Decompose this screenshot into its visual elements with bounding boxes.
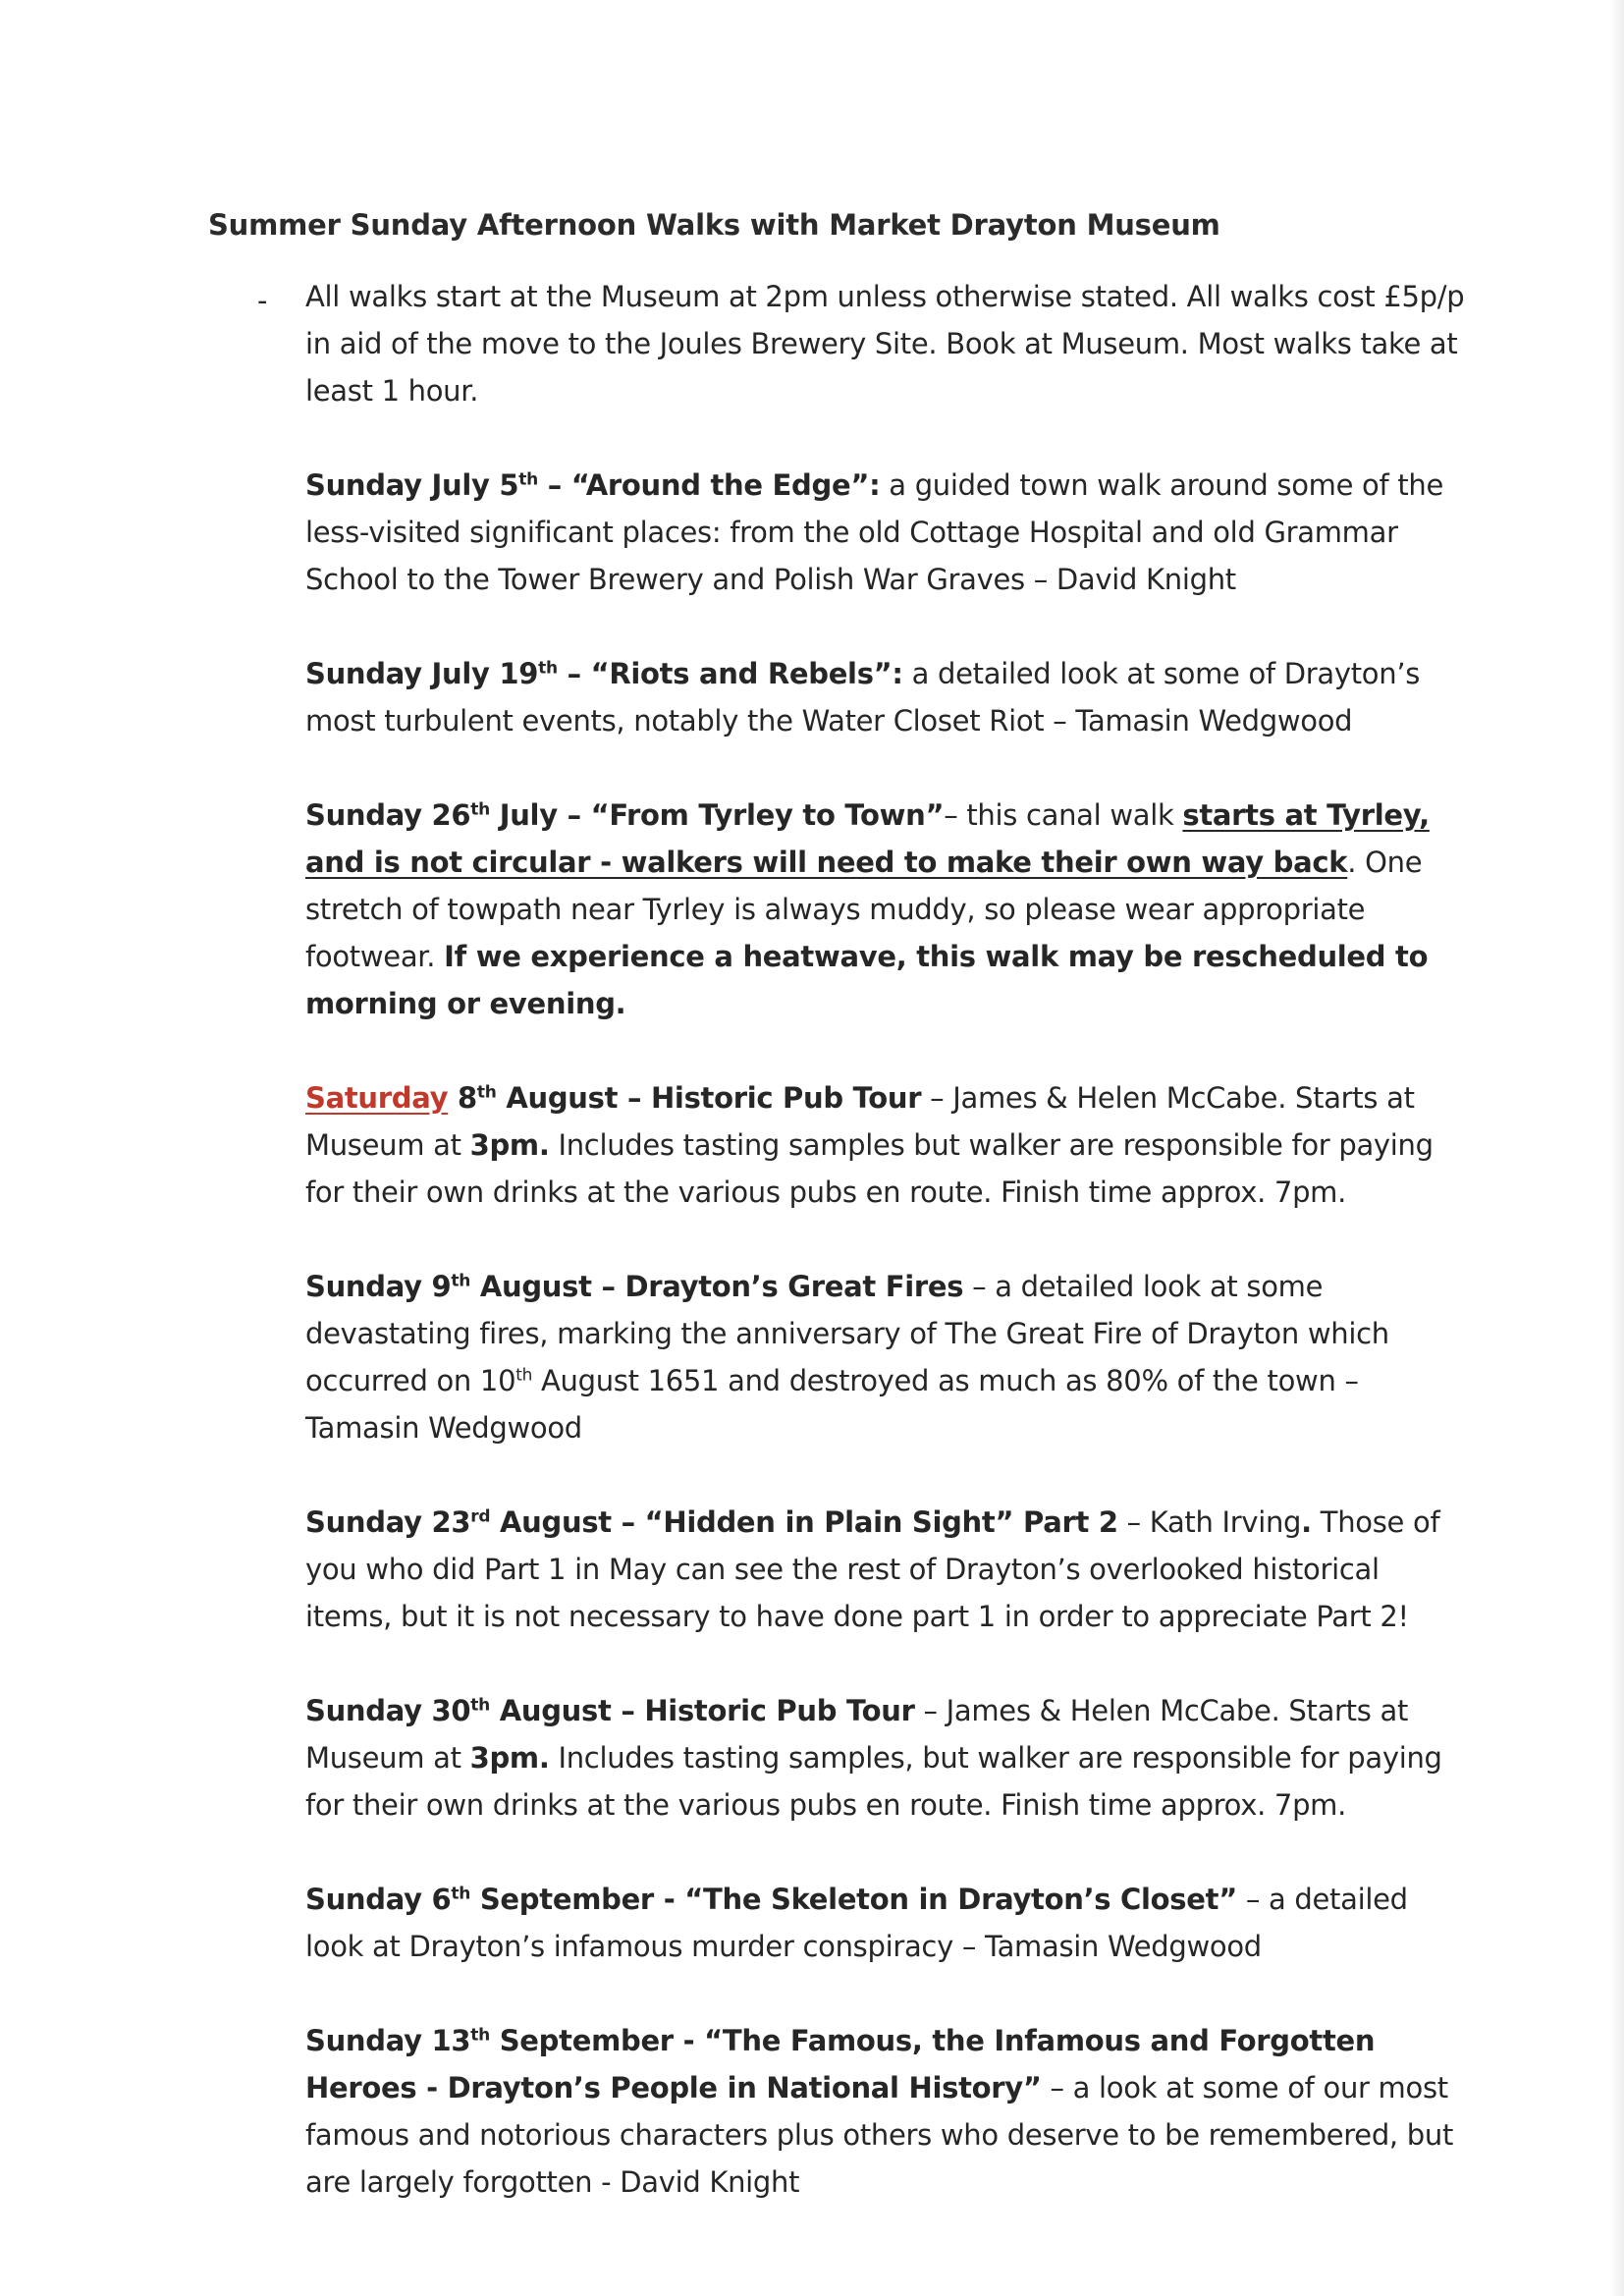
date-suffix: th bbox=[538, 658, 558, 679]
walk-date: Sunday 30 bbox=[305, 1694, 471, 1727]
walk-riots-and-rebels bbox=[305, 650, 1474, 744]
walk-pub-tour-august-8 bbox=[305, 1074, 1474, 1216]
walk-date: Sunday 26 bbox=[305, 798, 471, 832]
date-suffix: th bbox=[515, 1365, 533, 1386]
walk-description: – a look at some of our most famous and notorious characters plus others who deserve to be remembered, but are largely forgotten - David Knight bbox=[305, 2071, 1454, 2199]
walk-description: – a detailed look at Drayton’s infamous murder conspiracy – Tamasin Wedgwood bbox=[305, 1883, 1408, 1963]
walk-pub-tour-august-30 bbox=[305, 1687, 1474, 1829]
walk-heading: – “Riots and Rebels”: bbox=[557, 657, 903, 690]
walk-description-cont: August 1651 and destroyed as much as 80% of the town – Tamasin Wedgwood bbox=[305, 1364, 1359, 1445]
walk-description: a guided town walk around some of the less-visited significant places: from the old Cottage Hospital and old Grammar School to the Tower Brewery and Polish War Graves – David Knight bbox=[305, 468, 1444, 596]
walk-tyrley-to-town bbox=[305, 792, 1474, 1027]
date-suffix: th bbox=[518, 469, 538, 490]
walk-around-the-edge bbox=[305, 462, 1474, 603]
walk-date: Sunday July 19 bbox=[305, 657, 539, 690]
document-title: Summer Sunday Afternoon Walks with Market Drayton Museum bbox=[208, 208, 1220, 242]
walk-heatwave-notice: If we experience a heatwave, this walk may be rescheduled to morning or evening. bbox=[305, 940, 1429, 1020]
walks-list bbox=[305, 273, 1474, 2253]
walk-date: Sunday 9 bbox=[305, 1270, 452, 1303]
walk-date: Sunday July 5 bbox=[305, 468, 519, 502]
walk-heading: August – “Hidden in Plain Sight” Part 2 bbox=[490, 1505, 1118, 1539]
walk-date: Sunday 6 bbox=[305, 1883, 452, 1916]
walk-start-time: 3pm. bbox=[469, 1128, 550, 1162]
walk-heading: September - “The Famous, the Infamous and Forgotten Heroes - Drayton’s People in National History” bbox=[305, 2024, 1376, 2105]
walk-heading: August – Historic Pub Tour bbox=[496, 1081, 922, 1115]
page-edge-shadow bbox=[1610, 0, 1624, 2296]
walk-date: Sunday 13 bbox=[305, 2024, 471, 2057]
walk-date: 8 bbox=[448, 1081, 477, 1115]
date-suffix: th bbox=[470, 799, 490, 820]
date-suffix: th bbox=[470, 1695, 490, 1716]
date-suffix: th bbox=[476, 1082, 497, 1103]
walk-heading: September - “The Skeleton in Drayton’s Closet” bbox=[470, 1883, 1237, 1916]
walk-heading: August – Historic Pub Tour bbox=[489, 1694, 915, 1727]
walk-famous-infamous-forgotten bbox=[305, 2017, 1474, 2206]
walk-description-cont: Includes tasting samples but walker are responsible for paying for their own drinks at the various pubs en route. Finish time approx. 7pm. bbox=[305, 1128, 1434, 1209]
intro-paragraph: All walks start at the Museum at 2pm unless otherwise stated. All walks cost £5p/p in aid of the move to the Joules Brewery Site. Book at Museum. Most walks take at least 1 hour. bbox=[305, 280, 1465, 408]
walk-description: – Kath Irving bbox=[1117, 1505, 1302, 1539]
walk-date: Sunday 23 bbox=[305, 1505, 471, 1539]
walk-description-cont: Those of you who did Part 1 in May can see the rest of Drayton’s overlooked historical items, but it is not necessary to have done part 1 in order to appreciate Part 2! bbox=[305, 1505, 1440, 1633]
walk-description: – James & Helen McCabe. Starts at Museum at bbox=[305, 1081, 1415, 1162]
walk-description-cont: Includes tasting samples, but walker are responsible for paying for their own drinks at the various pubs en route. Finish time approx. 7pm. bbox=[305, 1741, 1442, 1822]
walk-description: – a detailed look at some devastating fires, marking the anniversary of The Great Fire of Drayton which occurred on 10 bbox=[305, 1270, 1389, 1397]
walk-notice-underlined: starts at Tyrley, and is not circular - walkers will need to make their own way back bbox=[305, 798, 1430, 879]
list-bullet: - bbox=[257, 284, 268, 317]
walk-heading: – “Around the Edge”: bbox=[537, 468, 881, 502]
date-suffix: th bbox=[451, 1271, 471, 1291]
walk-heading: July – “From Tyrley to Town” bbox=[489, 798, 945, 832]
walk-description: – James & Helen McCabe. Starts at Museum at bbox=[305, 1694, 1409, 1775]
walk-hidden-in-plain-sight bbox=[305, 1499, 1474, 1640]
walk-day-highlight: Saturday bbox=[305, 1081, 449, 1115]
walk-description: a detailed look at some of Drayton’s most turbulent events, notably the Water Closet Riot – Tamasin Wedgwood bbox=[305, 657, 1421, 738]
walk-heading: August – Drayton’s Great Fires bbox=[470, 1270, 964, 1303]
walk-skeleton-in-closet bbox=[305, 1876, 1474, 1970]
walk-period: . bbox=[1301, 1505, 1312, 1539]
date-suffix: th bbox=[470, 2025, 490, 2046]
walk-description: – this canal walk bbox=[944, 798, 1183, 832]
date-suffix: rd bbox=[470, 1506, 491, 1527]
walk-great-fires bbox=[305, 1263, 1474, 1451]
walk-description-cont: . One stretch of towpath near Tyrley is always muddy, so please wear appropriate footwear. bbox=[305, 846, 1423, 973]
walk-start-time: 3pm. bbox=[469, 1741, 550, 1775]
date-suffix: th bbox=[451, 1884, 471, 1904]
